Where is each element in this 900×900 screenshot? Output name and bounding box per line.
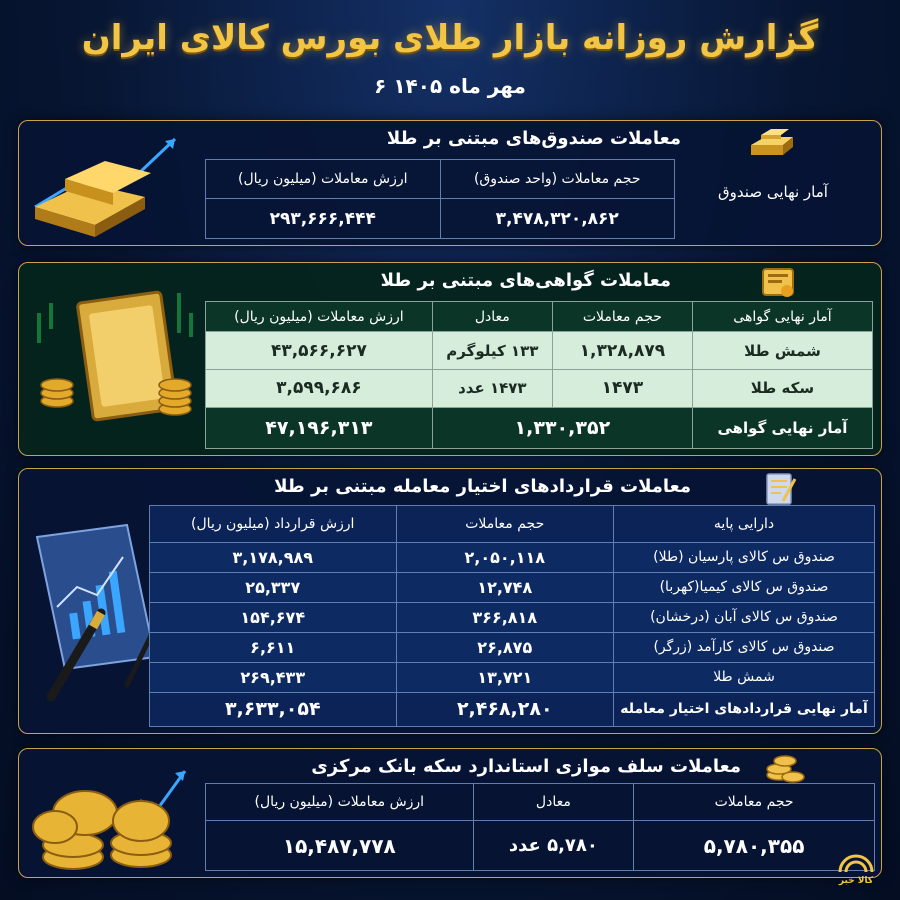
salaf-equivalent: ۵,۷۸۰ عدد <box>473 821 634 871</box>
certificates-table <box>205 301 873 449</box>
options-col-value: ارزش قرارداد (میلیون ریال) <box>150 506 397 543</box>
report-date: ۶ مهر ماه ۱۴۰۵ <box>374 74 526 98</box>
salaf-col-volume: حجم معاملات <box>634 784 875 821</box>
options-row-volume: ۲,۰۵۰,۱۱۸ <box>396 543 614 573</box>
options-panel <box>18 468 882 734</box>
salaf-volume: ۵,۷۸۰,۳۵۵ <box>634 821 875 871</box>
salaf-col-value: ارزش معاملات (میلیون ریال) <box>206 784 474 821</box>
salaf-value: ۱۵,۴۸۷,۷۷۸ <box>206 821 474 871</box>
fund-table <box>205 159 675 239</box>
fund-value: ۲۹۳,۶۶۶,۴۴۴ <box>206 199 441 239</box>
cert-row-name: شمش طلا <box>692 332 872 370</box>
cert-row-name: سکه طلا <box>692 370 872 408</box>
table-row <box>206 370 873 408</box>
table-row <box>150 572 875 602</box>
table-row <box>150 662 875 692</box>
options-row-asset: صندوق س کالای پارسیان (طلا) <box>614 543 875 573</box>
cert-col-label: آمار نهایی گواهی <box>692 302 872 332</box>
gold-bar-icon <box>743 125 801 159</box>
cert-col-equivalent: معادل <box>432 302 552 332</box>
options-row-asset: شمش طلا <box>614 662 875 692</box>
table-row <box>150 632 875 662</box>
options-row-asset: صندوق س کالای کیمیا(کهربا) <box>614 572 875 602</box>
gold-coins-illustration <box>25 757 201 875</box>
options-row-value: ۳,۱۷۸,۹۸۹ <box>150 543 397 573</box>
table-row <box>206 332 873 370</box>
options-row-volume: ۱۲,۷۴۸ <box>396 572 614 602</box>
cert-row-equivalent: ۱۳۳ کیلوگرم <box>432 332 552 370</box>
options-total-value: ۳,۶۳۳,۰۵۴ <box>150 692 397 726</box>
cert-row-volume: ۱,۳۲۸,۸۷۹ <box>552 332 692 370</box>
fund-panel <box>18 120 882 246</box>
logo-text: کالا خبر <box>838 876 874 886</box>
options-row-volume: ۱۳,۷۲۱ <box>396 662 614 692</box>
kala-khabar-logo <box>834 842 878 886</box>
table-row-total <box>206 407 873 448</box>
salaf-panel-title: معاملات سلف موازی استاندارد سکه بانک مرکزی <box>311 755 741 777</box>
cert-total-label: آمار نهایی گواهی <box>692 407 872 448</box>
certificate-icon <box>755 265 801 301</box>
page-title: گزارش روزانه بازار طلای بورس کالای ایران <box>81 18 819 58</box>
options-col-asset: دارایی پایه <box>614 506 875 543</box>
cert-row-value: ۴۳,۵۶۶,۶۲۷ <box>206 332 433 370</box>
gold-bars-chart-illustration <box>25 127 195 243</box>
options-total-volume: ۲,۴۶۸,۲۸۰ <box>396 692 614 726</box>
contract-document-icon <box>761 471 801 507</box>
fund-volume: ۳,۴۷۸,۳۲۰,۸۶۲ <box>440 199 675 239</box>
options-row-volume: ۳۶۶,۸۱۸ <box>396 602 614 632</box>
table-row <box>150 602 875 632</box>
fund-label: آمار نهایی صندوق <box>718 183 828 201</box>
options-row-asset: صندوق س کالای کارآمد (زرگر) <box>614 632 875 662</box>
table-row-total <box>150 692 875 726</box>
options-col-volume: حجم معاملات <box>396 506 614 543</box>
cert-row-equivalent: ۱۴۷۳ عدد <box>432 370 552 408</box>
gold-plate-coins-illustration <box>27 283 205 433</box>
fund-col-value: ارزش معاملات (میلیون ریال) <box>206 160 441 199</box>
cert-row-volume: ۱۴۷۳ <box>552 370 692 408</box>
fund-col-volume: حجم معاملات (واحد صندوق) <box>440 160 675 199</box>
options-total-label: آمار نهایی قراردادهای اختیار معامله <box>614 692 875 726</box>
chart-pen-illustration <box>27 517 167 707</box>
options-row-value: ۲۶۹,۴۳۳ <box>150 662 397 692</box>
certificates-panel-title: معاملات گواهی‌های مبتنی بر طلا <box>380 269 671 291</box>
options-row-value: ۲۵,۳۳۷ <box>150 572 397 602</box>
options-table <box>149 505 875 727</box>
cert-row-value: ۳,۵۹۹,۶۸۶ <box>206 370 433 408</box>
cert-total-value: ۴۷,۱۹۶,۳۱۳ <box>206 407 433 448</box>
table-row <box>150 543 875 573</box>
options-row-volume: ۲۶,۸۷۵ <box>396 632 614 662</box>
salaf-table <box>205 783 875 871</box>
cert-col-value: ارزش معاملات (میلیون ریال) <box>206 302 433 332</box>
fund-panel-title: معاملات صندوق‌های مبتنی بر طلا <box>386 127 681 149</box>
salaf-col-equivalent: معادل <box>473 784 634 821</box>
cert-col-volume: حجم معاملات <box>552 302 692 332</box>
options-panel-title: معاملات قراردادهای اختیار معامله مبتنی بر طلا <box>274 475 691 497</box>
options-row-value: ۱۵۴,۶۷۴ <box>150 602 397 632</box>
gold-coins-icon <box>763 751 807 785</box>
cert-total-volume: ۱,۳۳۰,۳۵۲ <box>432 407 692 448</box>
options-row-asset: صندوق س کالای آبان (درخشان) <box>614 602 875 632</box>
options-row-value: ۶,۶۱۱ <box>150 632 397 662</box>
certificates-panel <box>18 262 882 456</box>
salaf-panel <box>18 748 882 878</box>
